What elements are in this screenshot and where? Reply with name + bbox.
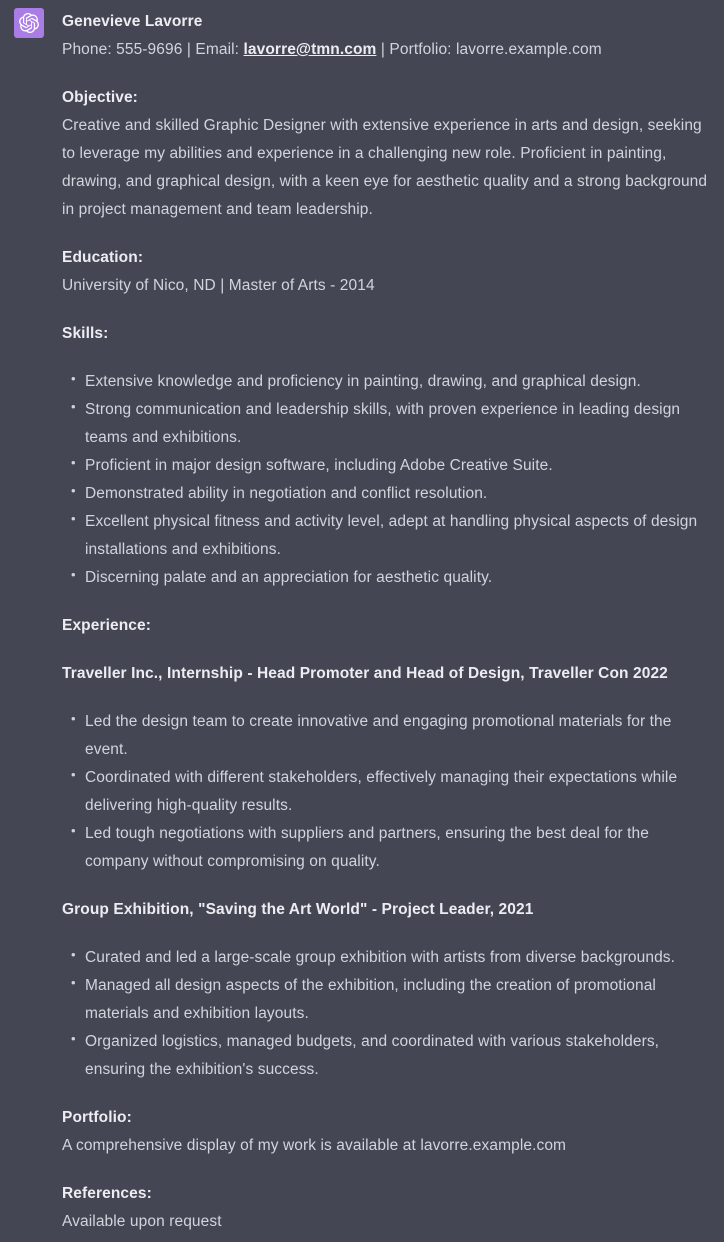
email-link[interactable]: lavorre@tmn.com bbox=[243, 41, 377, 58]
job-duty-item: • Organized logistics, managed budgets, and coordinated with various stakeholders, ensuring the exhibition's success. bbox=[85, 1028, 714, 1084]
job-title-block bbox=[62, 896, 714, 924]
resume-name: Genevieve Lavorre bbox=[62, 13, 203, 30]
job-duty-item: • Coordinated with different stakeholders, effectively managing their expectations while delivering high-quality results. bbox=[85, 764, 714, 820]
experience-heading-block bbox=[62, 612, 714, 640]
education-section bbox=[62, 244, 714, 300]
contact-separator: | bbox=[186, 41, 191, 58]
skills-list bbox=[62, 368, 714, 592]
job-duty-item: • Curated and led a large-scale group exhibition with artists from diverse backgrounds. bbox=[85, 944, 714, 972]
skill-item: • Proficient in major design software, including Adobe Creative Suite. bbox=[85, 452, 714, 480]
job-duty-item: • Led tough negotiations with suppliers and partners, ensuring the best deal for the company without compromising on quality. bbox=[85, 820, 714, 876]
job-title: Group Exhibition, "Saving the Art World" - Project Leader, 2021 bbox=[62, 901, 534, 918]
portfolio-text: A comprehensive display of my work is available at lavorre.example.com bbox=[62, 1137, 567, 1154]
contact-email-label: Email: bbox=[195, 41, 240, 58]
skill-item: • Extensive knowledge and proficiency in painting, drawing, and graphical design. bbox=[85, 368, 714, 396]
skill-item: • Demonstrated ability in negotiation and conflict resolution. bbox=[85, 480, 714, 508]
contact-phone: Phone: 555-9696 bbox=[62, 41, 183, 58]
objective-text: Creative and skilled Graphic Designer with extensive experience in arts and design, seeking to leverage my abilities and experience in a challenging new role. Proficient in painting, drawing, and graphical design, with a keen eye for aesthetic quality and a strong background in project management and team leadership. bbox=[62, 117, 708, 218]
openai-logo-icon bbox=[19, 13, 39, 33]
contact-portfolio: Portfolio: lavorre.example.com bbox=[389, 41, 602, 58]
skill-item: • Excellent physical fitness and activity level, adept at handling physical aspects of design installations and exhibitions. bbox=[85, 508, 714, 564]
references-text: Available upon request bbox=[62, 1213, 222, 1230]
contact-line bbox=[62, 41, 602, 58]
experience-heading: Experience: bbox=[62, 617, 151, 634]
skill-item: • Strong communication and leadership skills, with proven experience in leading design teams and exhibitions. bbox=[85, 396, 714, 452]
references-heading: References: bbox=[62, 1185, 152, 1202]
skills-heading: Skills: bbox=[62, 325, 109, 342]
objective-heading: Objective: bbox=[62, 89, 138, 106]
portfolio-heading: Portfolio: bbox=[62, 1109, 132, 1126]
job-title-block bbox=[62, 660, 714, 688]
job-duties-list bbox=[62, 944, 714, 1084]
references-section bbox=[62, 1180, 714, 1236]
job-title: Traveller Inc., Internship - Head Promoter and Head of Design, Traveller Con 2022 bbox=[62, 665, 668, 682]
education-heading: Education: bbox=[62, 249, 144, 266]
job-duties-list bbox=[62, 708, 714, 876]
job-duty-item: • Led the design team to create innovative and engaging promotional materials for the event. bbox=[85, 708, 714, 764]
resume-content bbox=[62, 8, 714, 1242]
job-duty-item: • Managed all design aspects of the exhibition, including the creation of promotional materials and exhibition layouts. bbox=[85, 972, 714, 1028]
resume-header bbox=[62, 8, 714, 64]
portfolio-section bbox=[62, 1104, 714, 1160]
skill-item: • Discerning palate and an appreciation for aesthetic quality. bbox=[85, 564, 714, 592]
objective-section bbox=[62, 84, 714, 224]
skills-heading-block bbox=[62, 320, 714, 348]
contact-separator: | bbox=[380, 41, 385, 58]
education-text: University of Nico, ND | Master of Arts - 2014 bbox=[62, 277, 375, 294]
avatar bbox=[14, 8, 44, 38]
